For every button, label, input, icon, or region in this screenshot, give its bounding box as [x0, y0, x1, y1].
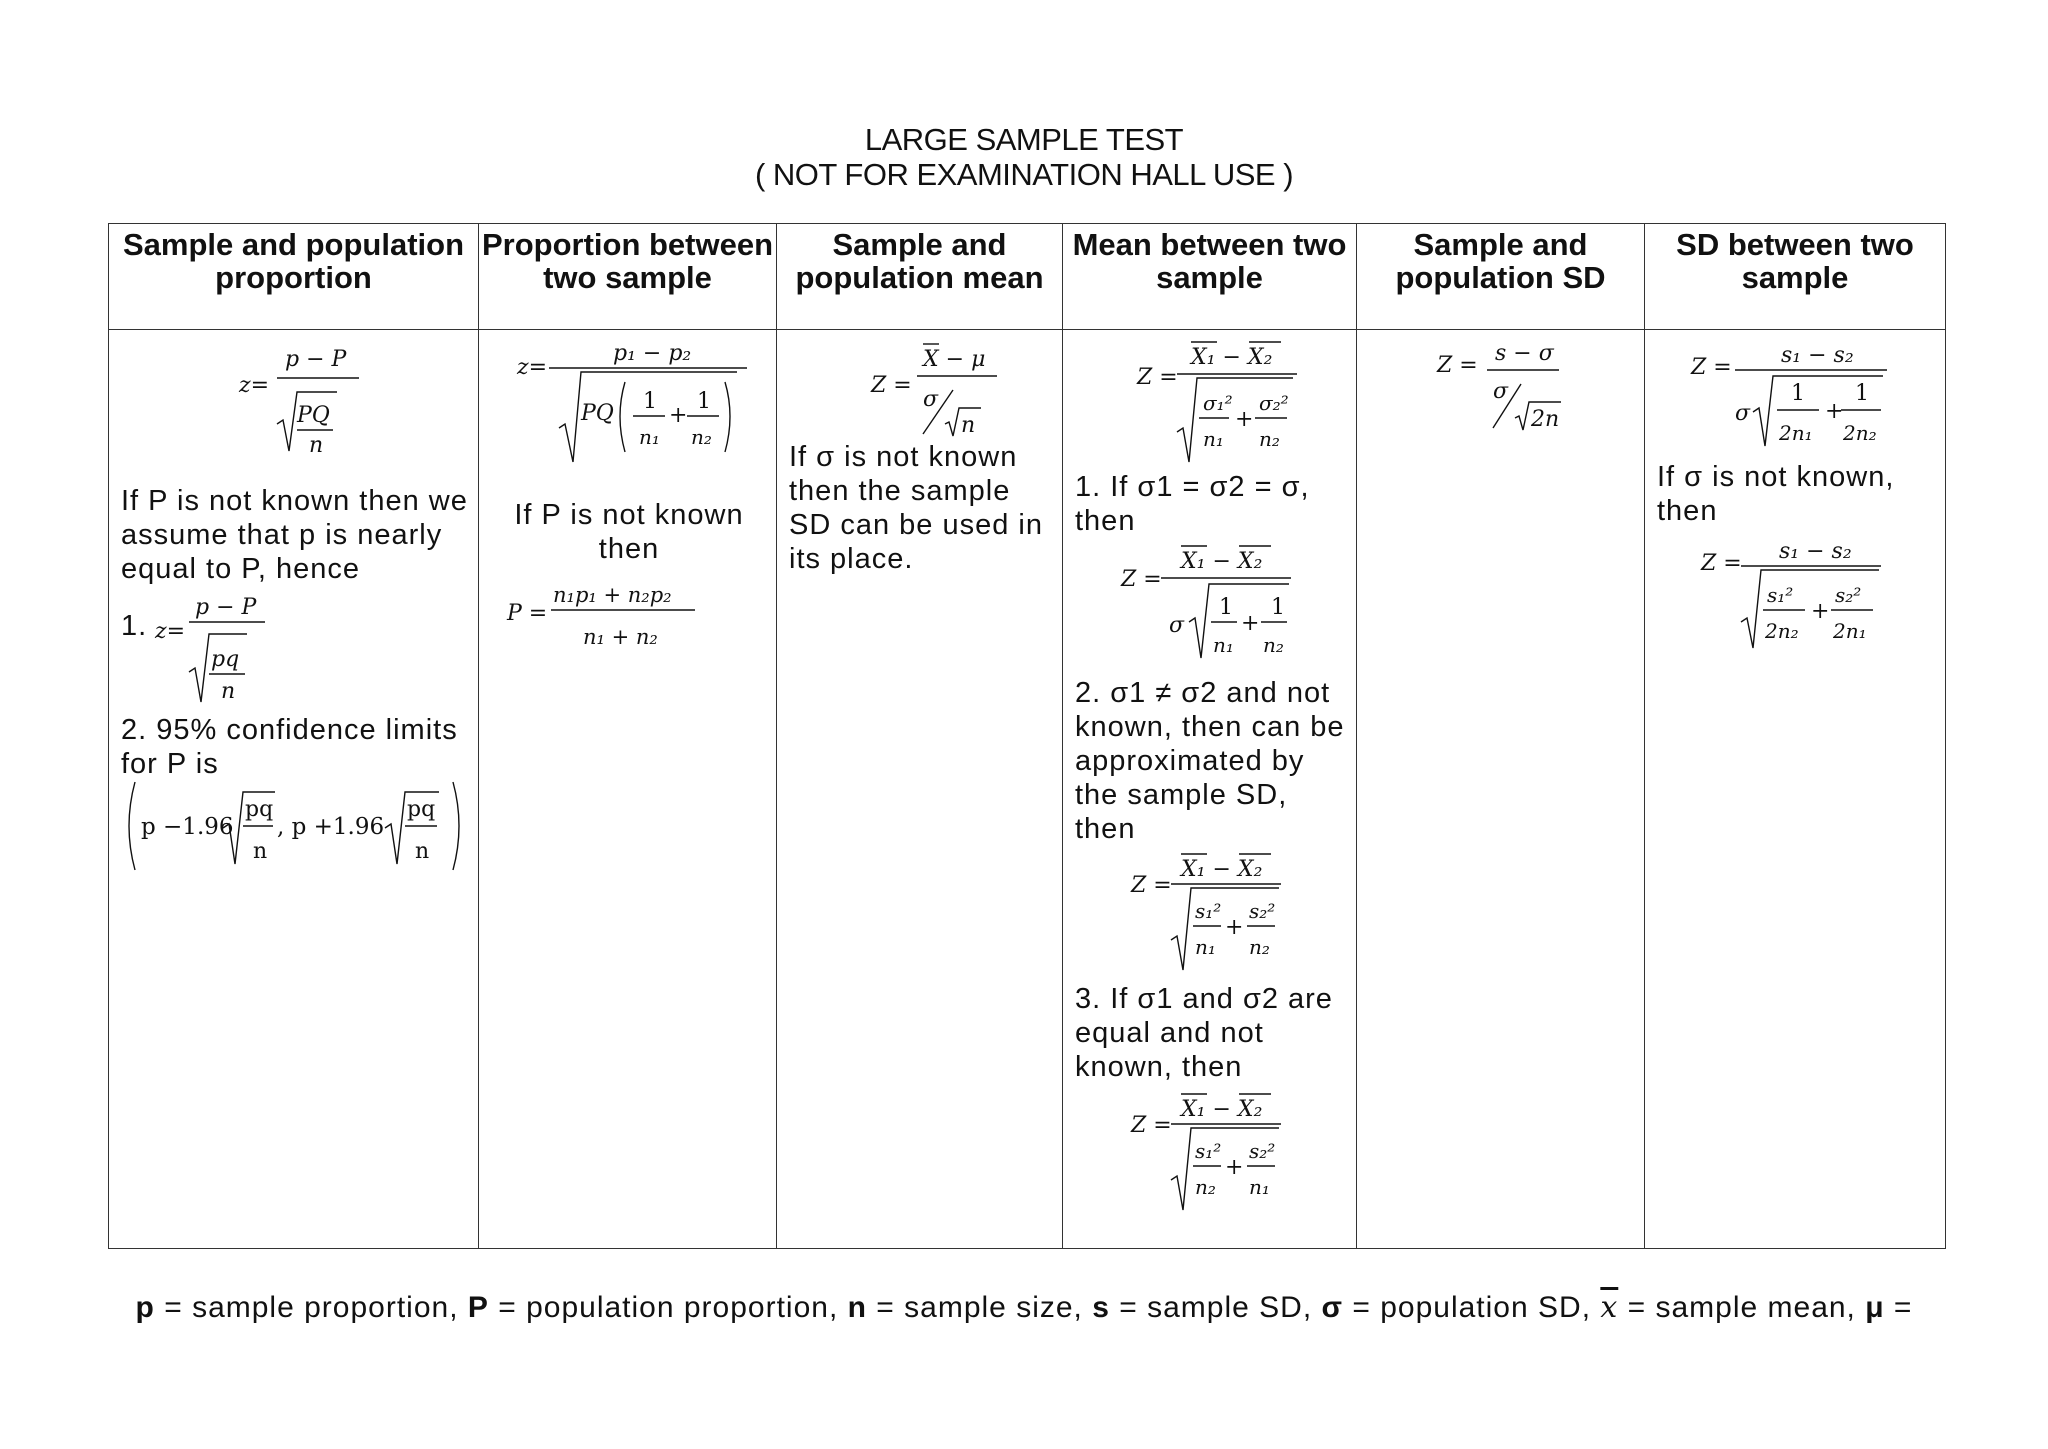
svg-text:1: 1	[697, 389, 711, 414]
svg-text:Z =: Z =	[871, 373, 912, 398]
svg-text:σ₁²: σ₁²	[1203, 391, 1233, 415]
svg-text:p₁ − p₂: p₁ − p₂	[613, 341, 692, 366]
svg-text:n₂: n₂	[1195, 1175, 1216, 1199]
legend-xbar-def: = sample mean,	[1618, 1291, 1866, 1324]
formula-table	[108, 223, 1946, 1249]
formula-z-swapped-n	[1131, 1088, 1301, 1214]
svg-text:X₁ − X₂: X₁ − X₂	[1191, 345, 1273, 370]
col2-note: If P is not known then	[514, 499, 744, 565]
col4-case1: 1. If σ1 = σ2 = σ, then	[1075, 471, 1310, 537]
col6-note: If σ is not known, then	[1657, 461, 1895, 527]
svg-text:s₁ − s₂: s₁ − s₂	[1779, 539, 1852, 564]
svg-text:n₁p₁ + n₂p₂: n₁p₁ + n₂p₂	[553, 583, 672, 607]
legend-mu: μ	[1865, 1291, 1885, 1324]
formula-z-proportion-pq	[155, 592, 275, 712]
svg-text:z=: z=	[155, 619, 186, 644]
svg-text:+: +	[1811, 599, 1830, 624]
svg-text:X₁ − X₂: X₁ − X₂	[1181, 549, 1263, 574]
svg-text:1: 1	[1791, 381, 1805, 406]
svg-text:X₁ − X₂: X₁ − X₂	[1181, 1097, 1263, 1122]
formula-z-two-sd-sample	[1701, 534, 1891, 650]
svg-text:2n: 2n	[1531, 407, 1560, 432]
svg-text:s₁²: s₁²	[1195, 899, 1222, 923]
legend-P: P	[467, 1291, 489, 1324]
svg-text:+: +	[1225, 1155, 1244, 1180]
svg-text:s₁²: s₁²	[1195, 1139, 1222, 1163]
header-sample-population-proportion: Sample and population proportion	[109, 224, 479, 330]
svg-text:n₁ + n₂: n₁ + n₂	[583, 625, 658, 649]
svg-text:s₂²: s₂²	[1249, 1139, 1276, 1163]
svg-text:1: 1	[1855, 381, 1869, 406]
header-proportion-two-sample: Proportion between two sample	[479, 224, 777, 330]
svg-text:pq: pq	[407, 797, 436, 822]
svg-text:+: +	[1825, 399, 1844, 424]
svg-text:n: n	[221, 679, 236, 704]
legend-p-def: = sample proportion,	[154, 1291, 468, 1324]
header-sd-two-sample: SD between two sample	[1645, 224, 1946, 330]
svg-text:2n₂: 2n₂	[1843, 421, 1877, 445]
cell-sample-population-sd	[1357, 330, 1645, 1249]
svg-text:+: +	[669, 403, 688, 428]
svg-text:Z =: Z =	[1701, 551, 1742, 576]
header-mean-two-sample: Mean between two sample	[1063, 224, 1357, 330]
formula-z-equal-sigma	[1121, 540, 1311, 670]
col4-case3: 3. If σ1 and σ2 are equal and not known, then	[1075, 983, 1333, 1083]
title-line-2: ( NOT FOR EXAMINATION HALL USE )	[754, 157, 1294, 192]
cell-proportion-two-sample	[479, 330, 777, 1249]
svg-text:n₁: n₁	[1249, 1175, 1270, 1199]
formula-z-proportion	[239, 336, 359, 456]
svg-text:n₁: n₁	[1195, 935, 1216, 959]
svg-text:P =: P =	[507, 601, 548, 626]
cell-sample-population-proportion	[109, 330, 479, 1249]
svg-text:, p +1.96: , p +1.96	[277, 814, 385, 840]
svg-text:n₁: n₁	[1203, 427, 1224, 451]
svg-text:n₁: n₁	[1213, 633, 1234, 657]
formula-pooled-p	[507, 576, 707, 652]
svg-text:s − σ: s − σ	[1495, 341, 1554, 366]
svg-text:1: 1	[1219, 595, 1233, 620]
svg-text:n₂: n₂	[1249, 935, 1270, 959]
svg-text:n₂: n₂	[1263, 633, 1284, 657]
svg-text:Z =: Z =	[1137, 365, 1178, 390]
svg-text:p −1.96: p −1.96	[141, 814, 234, 840]
svg-text:pq: pq	[245, 797, 274, 822]
svg-text:n₁: n₁	[639, 425, 660, 449]
svg-text:z=: z=	[239, 373, 270, 398]
legend-P-def: = population proportion,	[488, 1291, 848, 1324]
svg-text:1: 1	[1271, 595, 1285, 620]
svg-text:pq: pq	[211, 647, 240, 672]
formula-z-sd	[1437, 338, 1577, 438]
svg-text:2n₁: 2n₁	[1833, 619, 1867, 643]
svg-text:σ: σ	[1735, 401, 1751, 426]
title-line-1: LARGE SAMPLE TEST	[864, 122, 1184, 157]
legend-n: n	[847, 1291, 867, 1324]
formula-z-two-proportions	[517, 338, 747, 468]
cell-sd-two-sample	[1645, 330, 1946, 1249]
legend-sigma: σ	[1321, 1291, 1344, 1324]
cell-sample-population-mean	[777, 330, 1063, 1249]
col1-item2: 2. 95% confidence limits for P is	[121, 714, 458, 780]
legend-s-def: = sample SD,	[1109, 1291, 1322, 1324]
svg-text:s₁ − s₂: s₁ − s₂	[1781, 343, 1854, 368]
col1-item1-label: 1.	[121, 610, 148, 642]
svg-text:+: +	[1241, 611, 1260, 636]
legend	[0, 1290, 2048, 1325]
svg-text:n: n	[253, 839, 268, 864]
formula-z-sample-sd	[1131, 848, 1301, 974]
col4-case2: 2. σ1 ≠ σ2 and not known, then can be approximated by the sample SD, then	[1075, 677, 1345, 845]
svg-text:PQ: PQ	[581, 401, 614, 426]
formula-z-mean	[871, 338, 1011, 444]
svg-text:2n₁: 2n₁	[1779, 421, 1813, 445]
svg-text:Z =: Z =	[1691, 355, 1732, 380]
svg-text:s₂²: s₂²	[1249, 899, 1276, 923]
svg-text:s₁²: s₁²	[1767, 583, 1794, 607]
page-title	[0, 122, 2048, 192]
svg-text:X₁ − X₂: X₁ − X₂	[1181, 857, 1263, 882]
svg-text:n₂: n₂	[1259, 427, 1280, 451]
legend-n-def: = sample size,	[866, 1291, 1093, 1324]
svg-text:σ: σ	[1493, 379, 1509, 404]
svg-text:p − P: p − P	[285, 347, 347, 372]
svg-text:Z =: Z =	[1131, 1113, 1172, 1138]
legend-mu-def: =	[1884, 1291, 1913, 1324]
svg-text:n: n	[961, 413, 976, 438]
legend-sigma-def: = population SD,	[1343, 1291, 1601, 1324]
header-sample-population-mean: Sample and population mean	[777, 224, 1063, 330]
svg-text:n₂: n₂	[691, 425, 712, 449]
header-row	[109, 224, 1946, 330]
legend-s: s	[1092, 1291, 1110, 1324]
header-sample-population-sd: Sample and population SD	[1357, 224, 1645, 330]
svg-text:σ: σ	[1169, 613, 1185, 638]
svg-text:n: n	[309, 433, 324, 458]
svg-text:s₂²: s₂²	[1835, 583, 1862, 607]
svg-text:n: n	[415, 839, 430, 864]
svg-text:2n₂: 2n₂	[1765, 619, 1799, 643]
svg-text:1: 1	[643, 389, 657, 414]
svg-text:+: +	[1225, 915, 1244, 940]
cell-mean-two-sample	[1063, 330, 1357, 1249]
formula-z-two-sd	[1691, 338, 1901, 458]
svg-text:σ₂²: σ₂²	[1259, 391, 1289, 415]
svg-text:σ: σ	[923, 387, 939, 412]
svg-text:Z =: Z =	[1121, 567, 1162, 592]
legend-xbar: $\overline{x}$	[1600, 1290, 1619, 1325]
formula-row	[109, 330, 1946, 1249]
svg-text:PQ: PQ	[297, 403, 330, 428]
formula-confidence-limits	[123, 778, 473, 874]
col3-note: If σ is not known then the sample SD can be used in its place.	[789, 441, 1043, 575]
col1-note: If P is not known then we assume that p is nearly equal to P, hence	[121, 485, 468, 585]
svg-text:Z =: Z =	[1437, 353, 1478, 378]
formula-z-two-means	[1137, 336, 1307, 466]
svg-text:z=: z=	[517, 355, 548, 380]
svg-text:+: +	[1235, 407, 1254, 432]
legend-p: p	[135, 1291, 155, 1324]
svg-text:p − P: p − P	[195, 595, 257, 620]
svg-text:X − μ: X − μ	[923, 347, 986, 372]
svg-text:Z =: Z =	[1131, 873, 1172, 898]
